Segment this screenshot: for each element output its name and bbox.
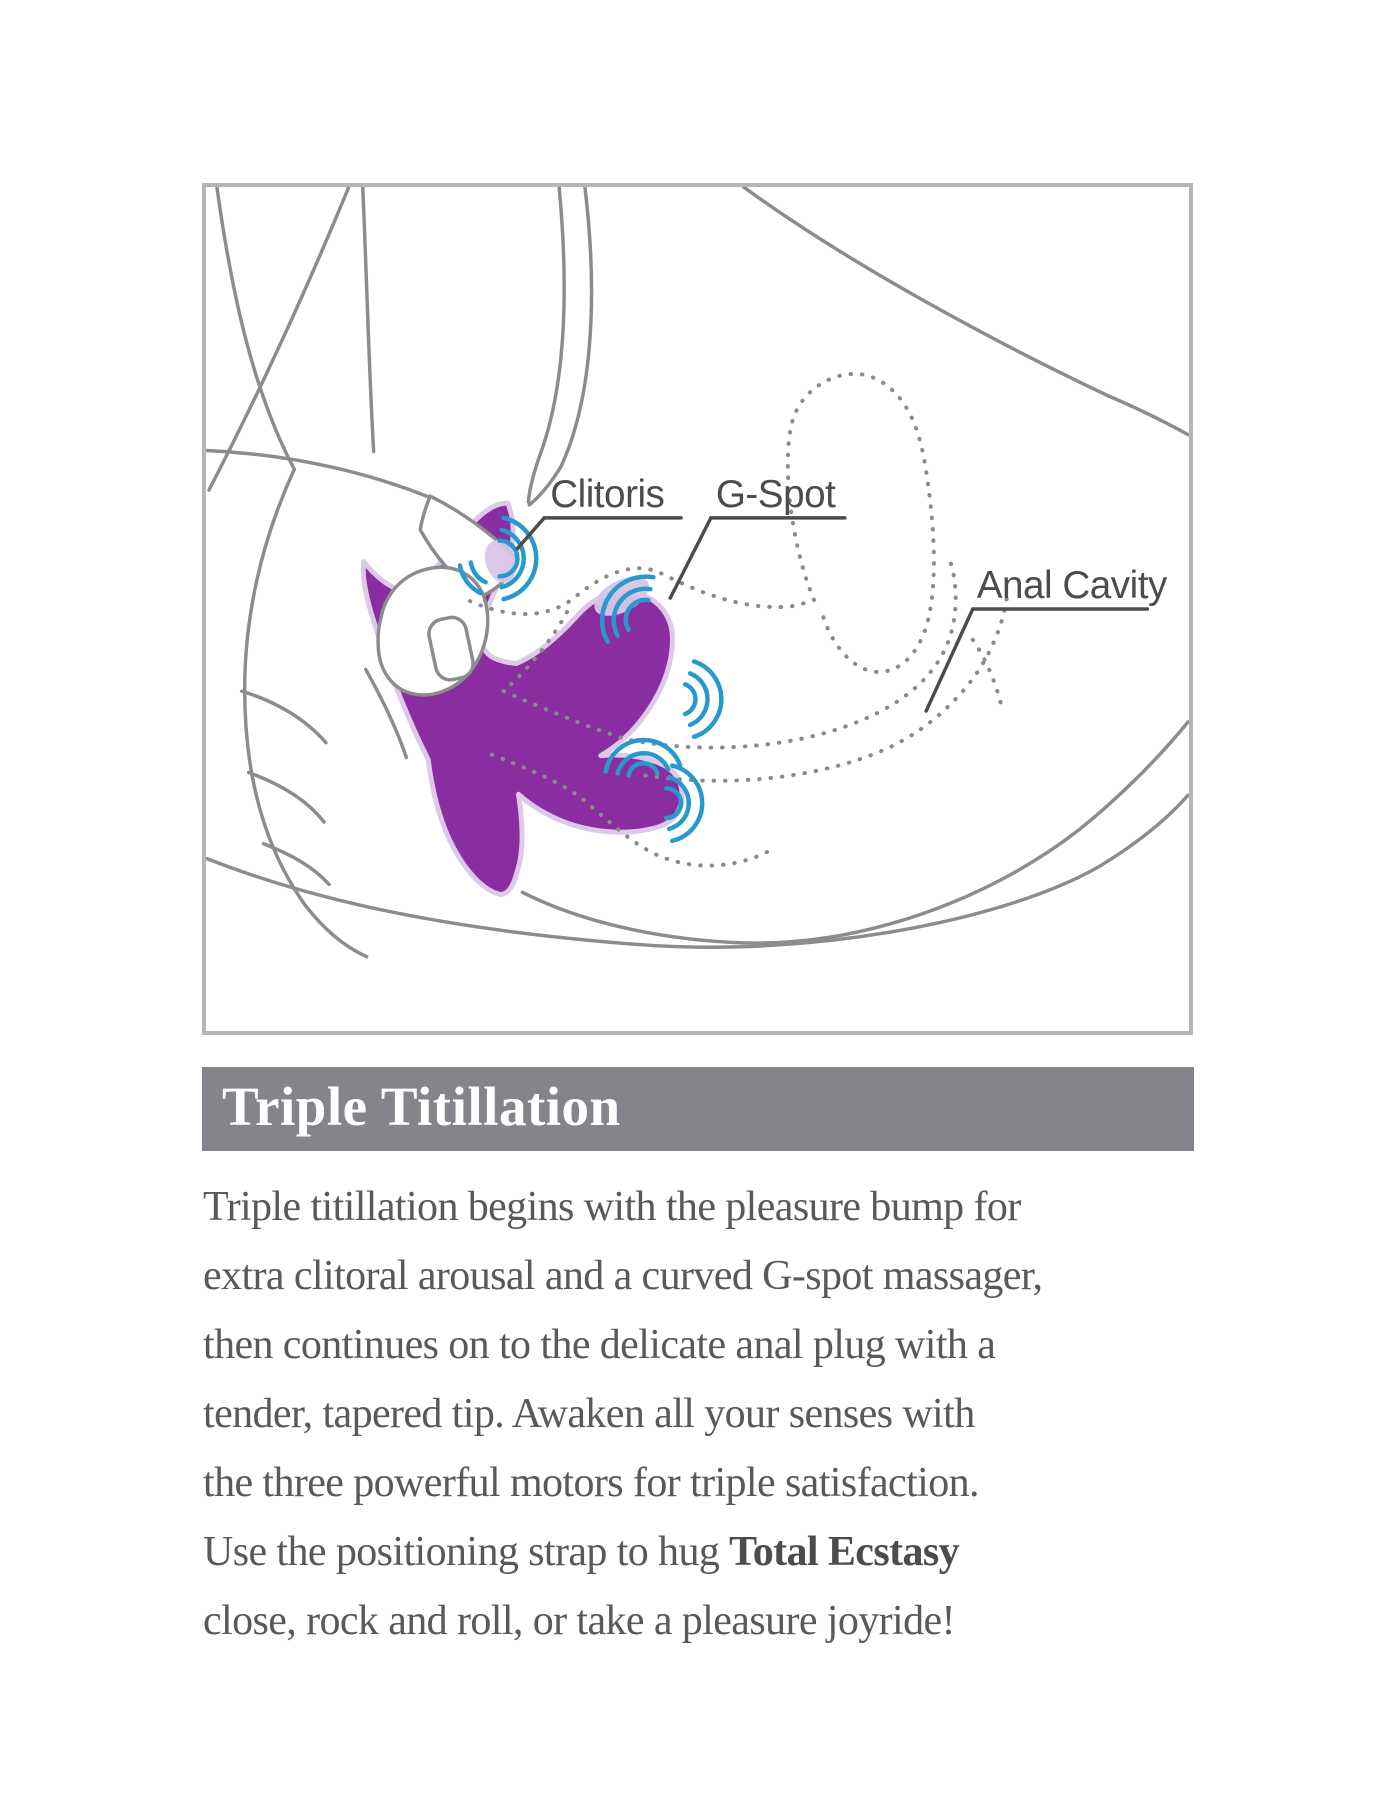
section-title-bar <box>202 1067 1194 1151</box>
palm-outline <box>245 469 367 956</box>
wrist-line-mid <box>363 187 374 451</box>
paragraph-line: then continues on to the delicate anal plug with a <box>203 1322 996 1368</box>
label-anal-cavity: Anal Cavity <box>976 564 1167 608</box>
anatomy-illustration <box>206 187 1189 1031</box>
shaft-vibration-icon <box>685 662 721 737</box>
abdomen-line <box>209 187 349 490</box>
paragraph-line: Use the positioning strap to hug Total Ecstasy <box>203 1529 960 1575</box>
wrist-line-left <box>217 187 294 469</box>
product-usage-diagram <box>202 183 1193 1035</box>
finger-crease-1 <box>242 691 326 743</box>
paragraph-line: extra clitoral arousal and a curved G-spot massager, <box>203 1253 1043 1299</box>
section-title: Triple Titillation <box>222 1075 621 1137</box>
paragraph-line: tender, tapered tip. Awaken all your senses with <box>203 1391 975 1437</box>
forearm-line-a <box>528 187 564 502</box>
uterus-outline <box>788 374 934 672</box>
paragraph-line: the three powerful motors for triple satisfaction. <box>203 1460 979 1506</box>
anal-canal-line <box>973 640 1003 711</box>
anal-cavity-leader-line <box>926 609 973 711</box>
label-g-spot: G-Spot <box>715 472 836 516</box>
paragraph <box>203 1173 1123 1656</box>
back-line <box>744 187 1188 435</box>
clitoris-leader-line <box>517 518 544 549</box>
gspot-leader-line <box>670 518 711 598</box>
paragraph-line: close, rock and roll, or take a pleasure joyride! <box>203 1598 955 1644</box>
label-clitoris: Clitoris <box>550 472 665 516</box>
paragraph-line: Triple titillation begins with the pleasure bump for <box>203 1184 1021 1230</box>
